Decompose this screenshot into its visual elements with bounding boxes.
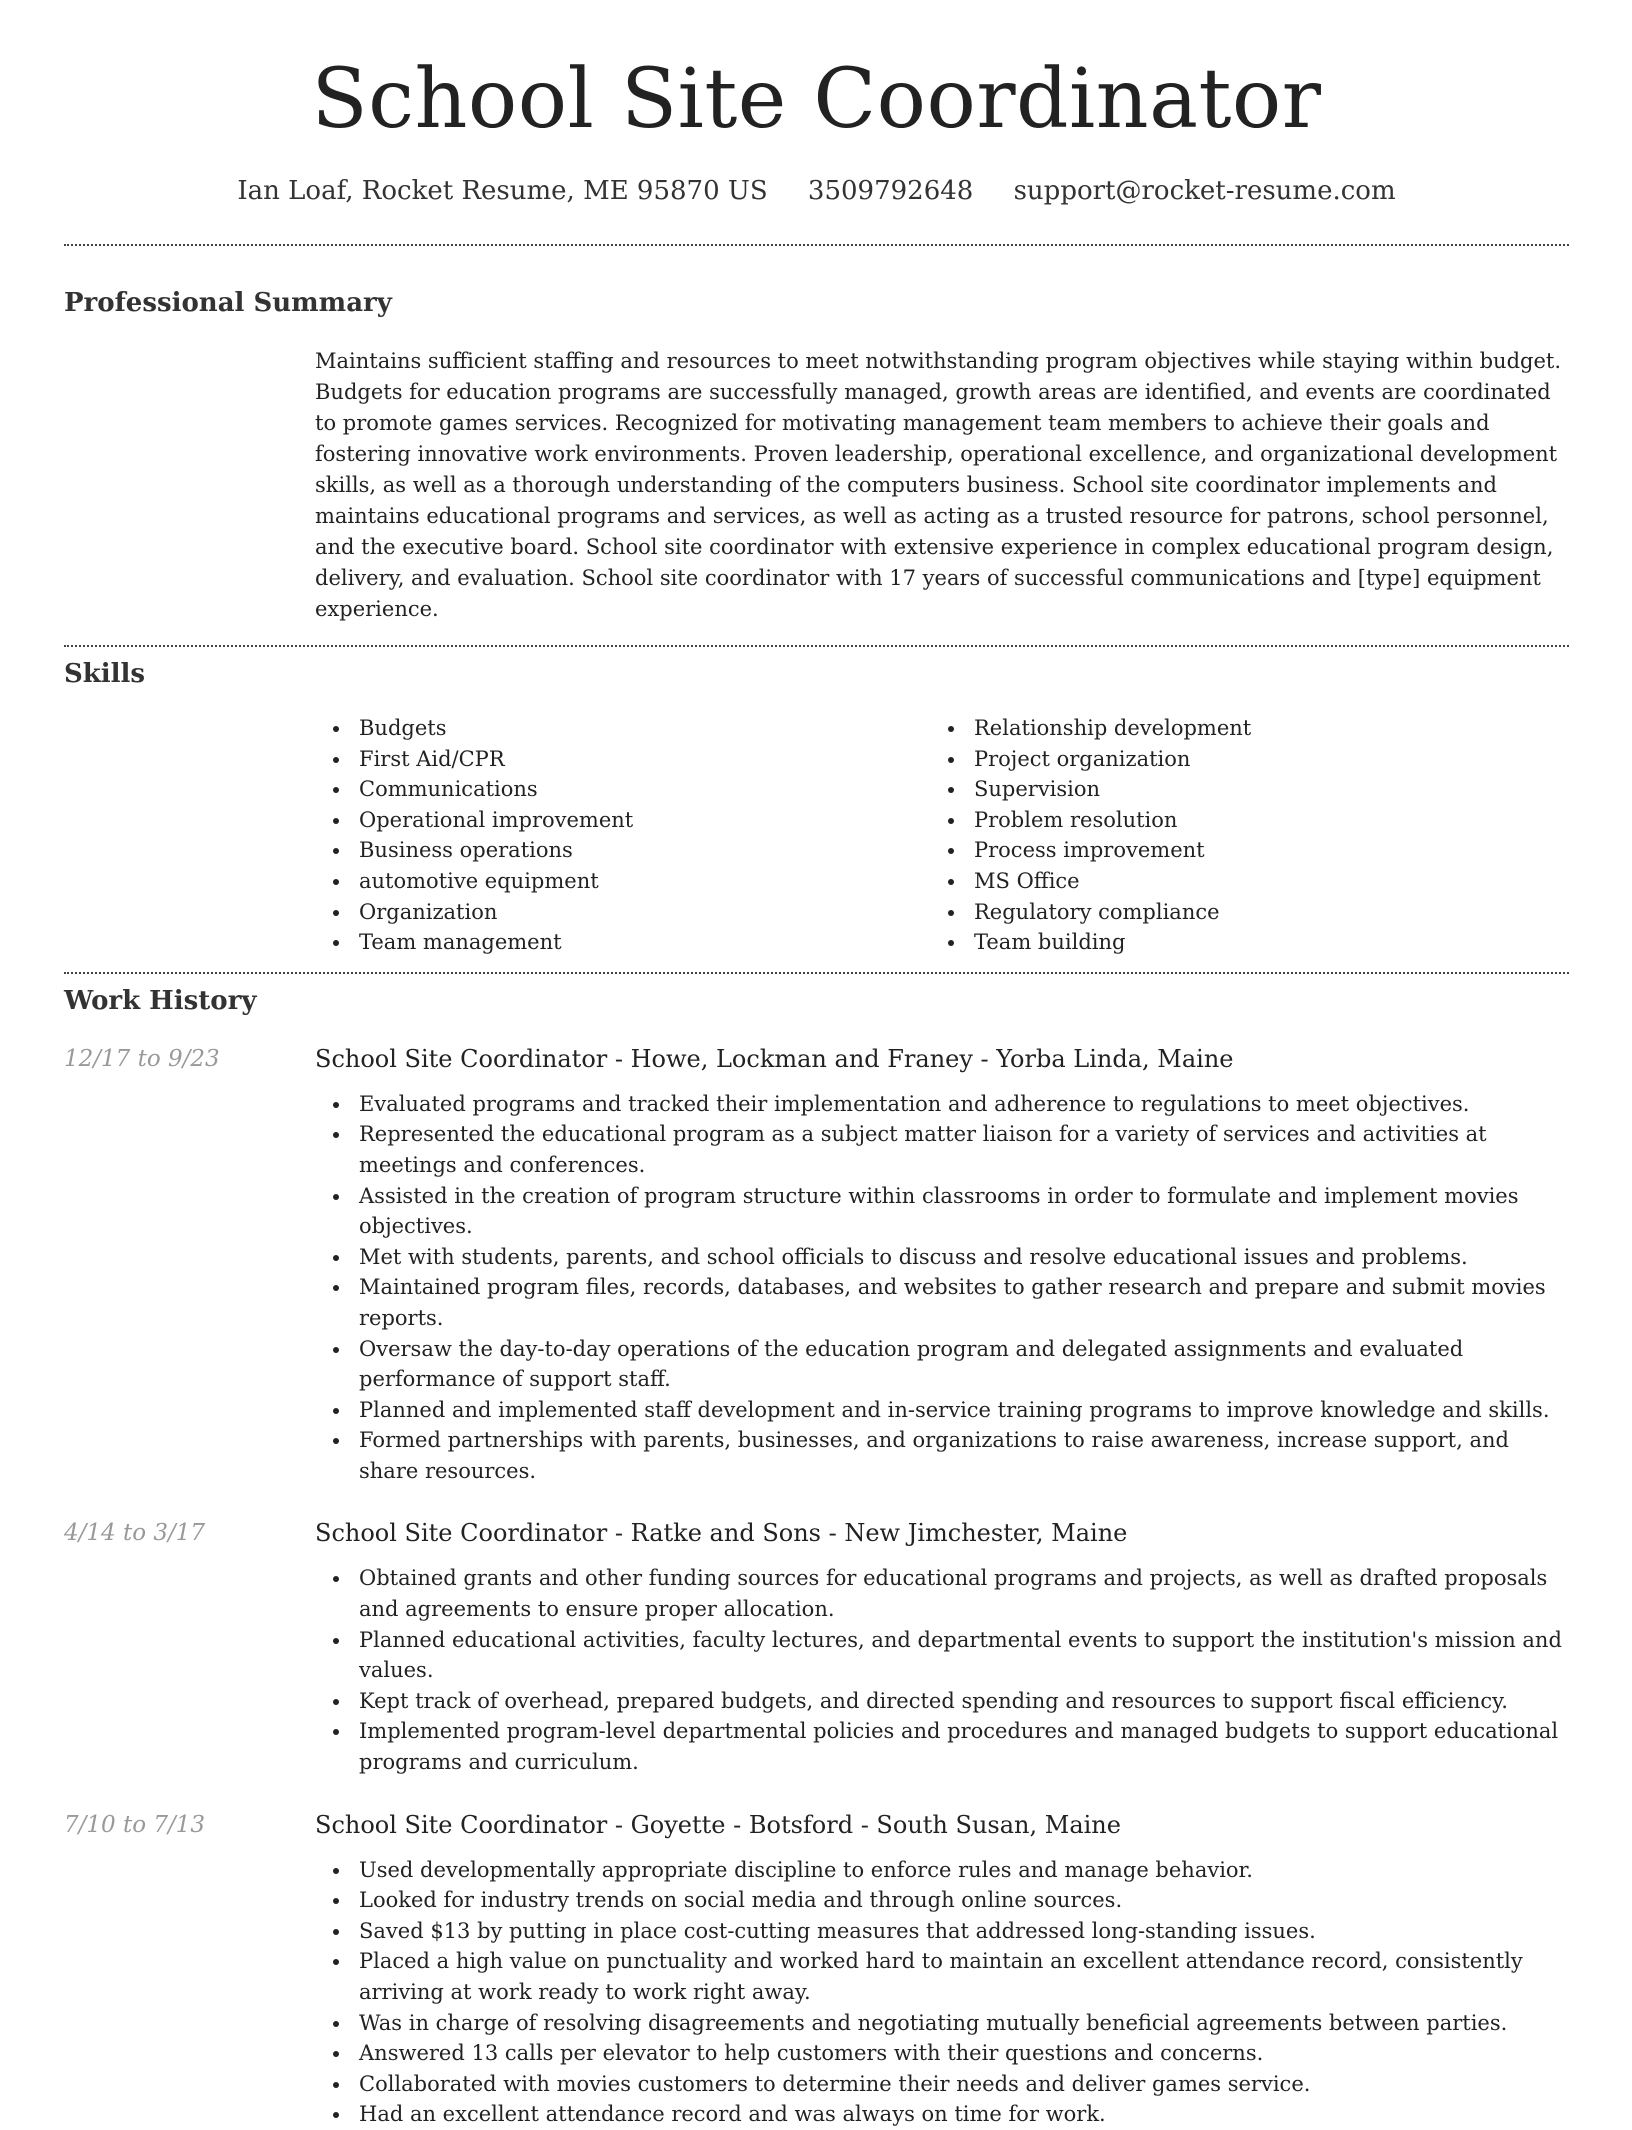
skill-item: Communications — [315, 774, 930, 805]
job-bullets — [315, 1563, 1569, 1777]
job-bullet: Implemented program-level departmental policies and procedures and managed budgets to support educational programs and curriculum. — [315, 1716, 1569, 1777]
contact-address: Ian Loaf, Rocket Resume, ME 95870 US — [237, 176, 768, 206]
skill-item: Problem resolution — [930, 805, 1545, 836]
skill-item: First Aid/CPR — [315, 744, 930, 775]
job-heading: School Site Coordinator - Ratke and Sons - New Jimchester, Maine — [315, 1519, 1128, 1548]
work-history-section-title: Work History — [64, 985, 257, 1016]
job-entry — [64, 1808, 1569, 2130]
section-divider — [64, 645, 1569, 647]
skill-item: automotive equipment — [315, 866, 930, 897]
skills-column-left — [315, 713, 930, 958]
job-bullet: Looked for industry trends on social media and through online sources. — [315, 1885, 1569, 1916]
job-bullet: Had an excellent attendance record and was always on time for work. — [315, 2099, 1569, 2130]
resume-name-title: School Site Coordinator — [311, 52, 1322, 147]
job-bullet: Was in charge of resolving disagreements and negotiating mutually beneficial agreements between parties. — [315, 2008, 1569, 2039]
skill-item: Team management — [315, 927, 930, 958]
skills-column-right — [930, 713, 1545, 958]
job-heading: School Site Coordinator - Howe, Lockman and Franey - Yorba Linda, Maine — [315, 1044, 1234, 1073]
skill-item: Team building — [930, 927, 1545, 958]
job-bullet: Oversaw the day-to-day operations of the education program and delegated assignments and evaluated performance of support staff. — [315, 1334, 1569, 1395]
section-divider — [64, 972, 1569, 974]
job-bullet: Assisted in the creation of program structure within classrooms in order to formulate and implement movies objectives. — [315, 1181, 1569, 1242]
job-bullet: Represented the educational program as a subject matter liaison for a variety of services and activities at meetings and conferences. — [315, 1119, 1569, 1180]
skill-item: Relationship development — [930, 713, 1545, 744]
job-entry — [64, 1042, 1569, 1487]
job-dates: 7/10 to 7/13 — [64, 1811, 206, 1838]
skill-item: Project organization — [930, 744, 1545, 775]
job-bullets — [315, 1089, 1569, 1487]
job-bullet: Collaborated with movies customers to determine their needs and deliver games service. — [315, 2069, 1569, 2100]
section-divider — [64, 244, 1569, 246]
summary-paragraph: Maintains sufficient staffing and resources to meet notwithstanding program objectives while staying within budget. Budgets for education programs are successfully managed, growth areas are identified, and events are coordinated to promote games services. Recognized for motivating management team members to achieve their goals and fostering innovative work environments. Proven leadership, operational excellence, and organizational development skills, as well as a thorough understanding of the computers business. School site coordinator implements and maintains educational programs and services, as well as acting as a trusted resource for patrons, school personnel, and the executive board. School site coordinator with extensive experience in complex educational program design, delivery, and evaluation. School site coordinator with 17 years of successful communications and [type] equipment experience. — [315, 349, 1561, 621]
job-bullet: Kept track of overhead, prepared budgets, and directed spending and resources to support fiscal efficiency. — [315, 1686, 1569, 1717]
skill-item: Process improvement — [930, 835, 1545, 866]
job-bullet: Formed partnerships with parents, businesses, and organizations to raise awareness, increase support, and share resources. — [315, 1425, 1569, 1486]
skill-item: Organization — [315, 897, 930, 928]
contact-email: support@rocket-resume.com — [1013, 176, 1396, 206]
job-dates: 4/14 to 3/17 — [64, 1520, 206, 1547]
contact-line — [64, 174, 1569, 208]
job-bullet: Placed a high value on punctuality and worked hard to maintain an excellent attendance record, consistently arriving at work ready to work right away. — [315, 1946, 1569, 2007]
job-entry — [64, 1516, 1569, 1777]
job-bullet: Planned educational activities, faculty lectures, and departmental events to support the institution's mission and values. — [315, 1625, 1569, 1686]
job-bullet: Used developmentally appropriate discipline to enforce rules and manage behavior. — [315, 1855, 1569, 1886]
skills-list — [315, 713, 1569, 958]
skill-item: Regulatory compliance — [930, 897, 1545, 928]
job-bullets — [315, 1855, 1569, 2130]
job-bullet: Obtained grants and other funding sources for educational programs and projects, as well as drafted proposals and agreements to ensure proper allocation. — [315, 1563, 1569, 1624]
job-bullet: Maintained program files, records, databases, and websites to gather research and prepare and submit movies reports. — [315, 1272, 1569, 1333]
skill-item: Operational improvement — [315, 805, 930, 836]
skills-section-title: Skills — [64, 659, 146, 689]
skill-item: Business operations — [315, 835, 930, 866]
job-bullet: Answered 13 calls per elevator to help customers with their questions and concerns. — [315, 2038, 1569, 2069]
job-bullet: Saved $13 by putting in place cost-cutting measures that addressed long-standing issues. — [315, 1916, 1569, 1947]
skill-item: Budgets — [315, 713, 930, 744]
contact-phone: 3509792648 — [807, 176, 974, 206]
job-bullet: Met with students, parents, and school officials to discuss and resolve educational issues and problems. — [315, 1242, 1569, 1273]
summary-section-title: Professional Summary — [64, 288, 392, 318]
job-heading: School Site Coordinator - Goyette - Botsford - South Susan, Maine — [315, 1810, 1121, 1839]
job-bullet: Evaluated programs and tracked their implementation and adherence to regulations to meet objectives. — [315, 1089, 1569, 1120]
skill-item: Supervision — [930, 774, 1545, 805]
resume-page — [64, 0, 1569, 2130]
skill-item: MS Office — [930, 866, 1545, 897]
job-bullet: Planned and implemented staff development and in-service training programs to improve knowledge and skills. — [315, 1395, 1569, 1426]
job-dates: 12/17 to 9/23 — [64, 1045, 220, 1072]
